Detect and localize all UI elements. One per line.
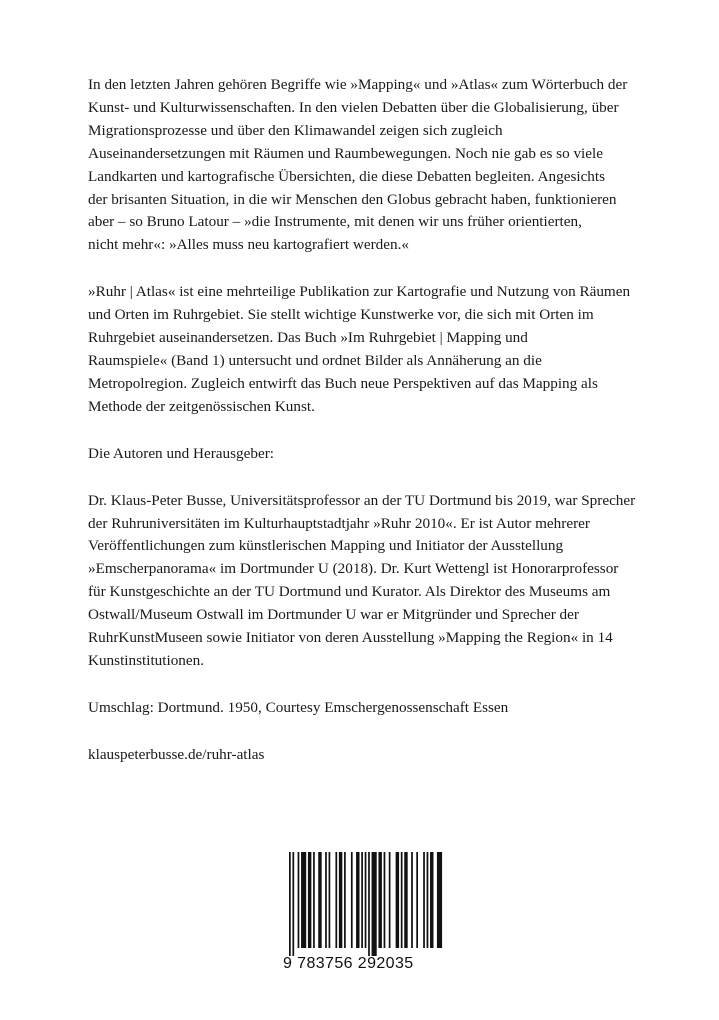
text-line: der brisanten Situation, in die wir Menschen den Globus gebracht haben, funktionieren	[88, 190, 617, 208]
barcode-bar	[292, 852, 294, 956]
barcode-bar	[430, 852, 433, 948]
text-line: aber – so Bruno Latour – »die Instrumente, mit denen wir uns früher orientierten,	[88, 213, 582, 231]
text-line: RuhrKunstMuseen sowie Initiator von deren Ausstellung »Mapping the Region« in 14	[88, 629, 613, 647]
barcode-bar	[289, 852, 291, 956]
text-line: Migrationsprozesse und über den Klimawandel zeigen sich zugleich	[88, 121, 503, 139]
barcode-bar	[384, 852, 386, 948]
text-line: Dr. Klaus-Peter Busse, Universitätsprofessor an der TU Dortmund bis 2019, war Sprecher	[88, 491, 636, 509]
text-line: Metropolregion. Zugleich entwirft das Buch neue Perspektiven auf das Mapping als	[88, 374, 598, 392]
barcode-bar	[325, 852, 327, 948]
intro-paragraph	[88, 74, 648, 257]
cover-credit	[88, 697, 648, 720]
text-line: Methode der zeitgenössischen Kunst.	[88, 397, 315, 415]
text-line: der Ruhruniversitäten im Kulturhauptstadtjahr »Ruhr 2010«. Er ist Autor mehrerer	[88, 514, 590, 532]
text-line: und Orten im Ruhrgebiet. Sie stellt wichtige Kunstwerke vor, die sich mit Orten im	[88, 306, 594, 324]
text-line: Ruhrgebiet auseinandersetzen. Das Buch »Im Ruhrgebiet | Mapping und	[88, 329, 528, 347]
barcode-bar	[378, 852, 381, 948]
website-link	[88, 744, 648, 767]
barcode-bar	[365, 852, 367, 948]
barcode-bar	[396, 852, 399, 948]
barcode-bar	[318, 852, 321, 948]
isbn-digits: 9 783756 292035	[283, 955, 414, 972]
barcode-bar	[361, 852, 363, 948]
text-line: Landkarten und kartografische Übersichten, die diese Debatten begleiten. Angesichts	[88, 167, 606, 185]
text-line: »Ruhr | Atlas« ist eine mehrteilige Publikation zur Kartografie und Nutzung von Räumen	[88, 283, 631, 301]
barcode-bars	[283, 852, 443, 956]
text-line: In den letzten Jahren gehören Begriffe wie »Mapping« und »Atlas« zum Wörterbuch der	[88, 76, 628, 93]
barcode-bar	[329, 852, 331, 948]
barcode-bar	[411, 852, 413, 948]
text-line: Veröffentlichungen zum künstlerischen Mapping und Initiator der Ausstellung	[88, 537, 564, 555]
barcode-bar	[368, 852, 370, 956]
barcode-bar	[427, 852, 429, 948]
text-line: Die Autoren und Herausgeber:	[88, 444, 274, 462]
authors-bio-paragraph	[88, 490, 648, 673]
isbn-barcode	[283, 852, 443, 978]
text-line: nicht mehr«: »Alles muss neu kartografiert werden.«	[88, 236, 409, 254]
back-cover-text	[88, 74, 648, 790]
barcode-bar	[423, 852, 425, 948]
text-line: Kunst- und Kulturwissenschaften. In den vielen Debatten über die Globalisierung, über	[88, 98, 619, 116]
authors-heading	[88, 443, 648, 466]
barcode-bar	[298, 852, 300, 948]
website-url: klauspeterbusse.de/ruhr-atlas	[88, 745, 265, 763]
barcode-bar	[339, 852, 342, 948]
barcode-bar	[301, 852, 306, 948]
barcode-bar	[401, 852, 403, 948]
barcode-bar	[404, 852, 407, 948]
text-line: Kunstinstitutionen.	[88, 651, 205, 669]
text-line: Auseinandersetzungen mit Räumen und Raumbewegungen. Noch nie gab es so viele	[88, 144, 603, 162]
barcode-bar	[351, 852, 353, 948]
barcode-bar	[313, 852, 315, 948]
barcode-bar	[308, 852, 311, 948]
barcode-bar	[372, 852, 377, 956]
barcode-bar	[389, 852, 391, 948]
text-line: für Kunstgeschichte an der TU Dortmund und Kurator. Als Direktor des Museums am	[88, 583, 611, 601]
barcode-bar	[344, 852, 346, 948]
text-line: Raumspiele« (Band 1) untersucht und ordnet Bilder als Annäherung an die	[88, 351, 542, 369]
barcode-bar	[335, 852, 337, 948]
barcode-bar	[437, 852, 442, 948]
text-line: Umschlag: Dortmund. 1950, Courtesy Emschergenossenschaft Essen	[88, 698, 509, 716]
text-line: Ostwall/Museum Ostwall im Dortmunder U war er Mitgründer und Sprecher der	[88, 606, 579, 624]
publication-paragraph	[88, 281, 648, 418]
barcode-bar	[356, 852, 359, 948]
text-line: »Emscherpanorama« im Dortmunder U (2018). Dr. Kurt Wettengl ist Honorarprofessor	[88, 560, 619, 578]
barcode-bar	[416, 852, 418, 948]
